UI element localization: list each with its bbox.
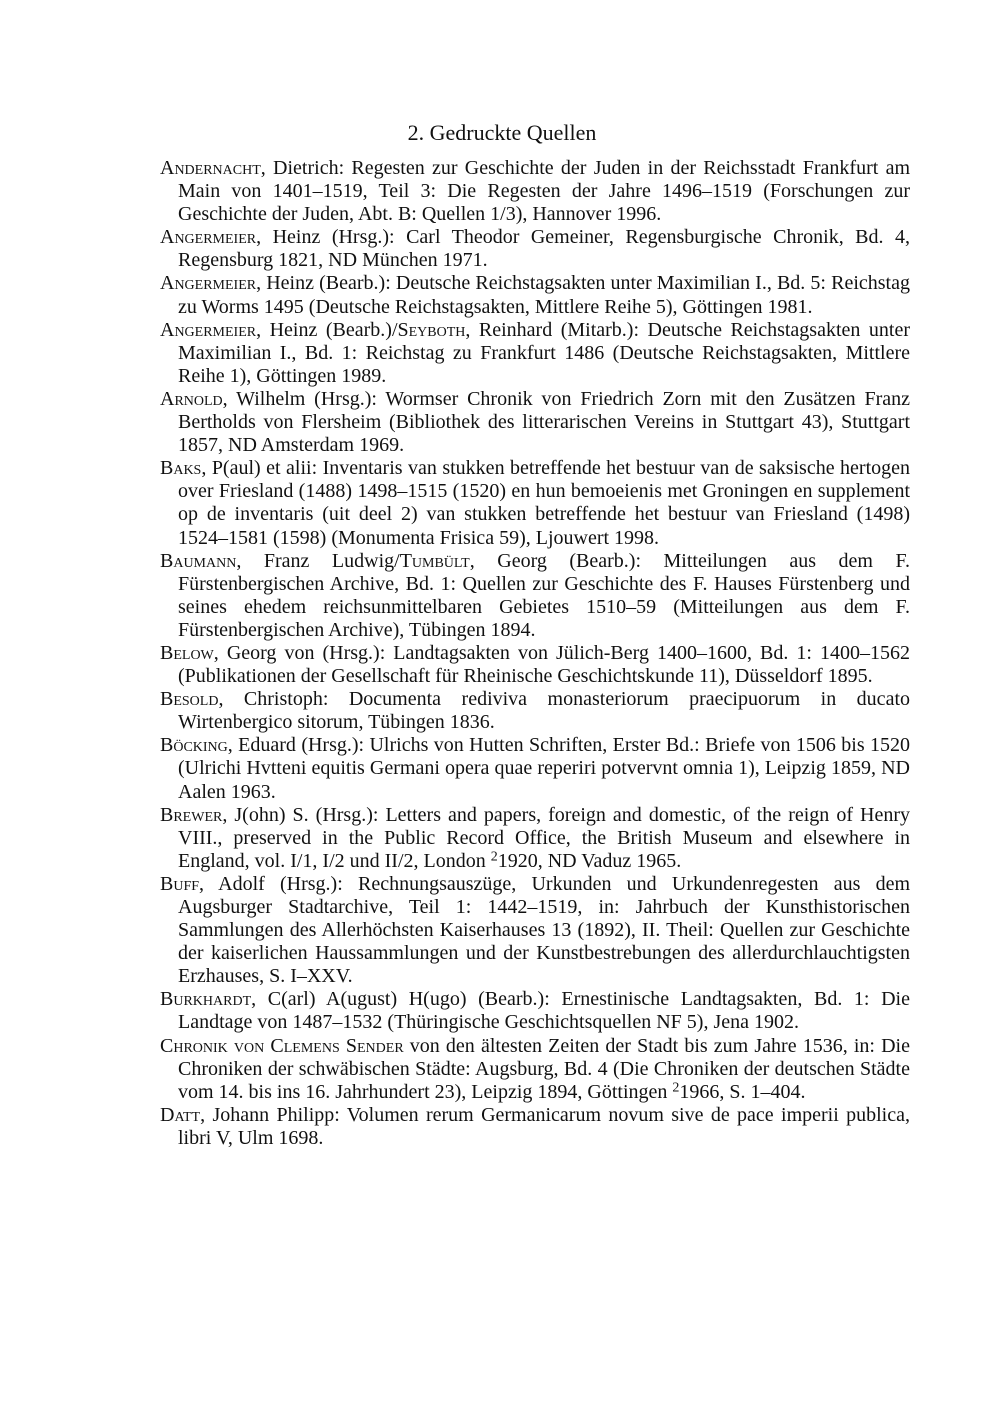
entry-text: 1966, S. 1–404. (679, 1080, 806, 1103)
entry-author: Brewer (160, 803, 223, 826)
entry-author: Besold (160, 688, 219, 711)
entry-author: Chronik von Clemens Sender (160, 1034, 404, 1057)
bibliography-entry (160, 988, 910, 1034)
entry-text: , Heinz (Bearb.)/ (256, 318, 398, 341)
edition-superscript: 2 (490, 849, 498, 865)
entry-author: Burkhardt (160, 988, 252, 1011)
entry-author: Andernacht (160, 157, 261, 179)
entry-author: Below (160, 641, 214, 664)
entry-text: , P(aul) et alii: Inventaris van stukken betreffende het bestuur van de saksische hertogen over Friesland (1488) 1498–1515 (1520) en hun bemoeienis met Groningen en supplement op de inventaris (uit deel 2) van stukken betreffende het bestuur van Friesland (1498) 1524–1581 (1598) (Monumenta Frisica 59), Ljouwert 1998. (178, 457, 910, 549)
entry-text: , Georg von (Hrsg.): Landtagsakten von Jülich-Berg 1400–1600, Bd. 1: 1400–1562 (Publikationen der Gesellschaft für Rheinische Geschichtskunde 11), Düsseldorf 1895. (178, 641, 910, 688)
entry-text: von den ältesten Zeiten der Stadt bis zum Jahre 1536, in: Die Chroniken der schwäbischen Städte: Augsburg, Bd. 4 (Die Chroniken der deutschen Städte vom 14. bis ins 16. Jahrhundert 23), Leipzig 1894, Göttingen (178, 1034, 910, 1103)
bibliography-entry (160, 157, 910, 226)
entry-author: Angermeier (160, 226, 257, 249)
entry-text: , Heinz (Hrsg.): Carl Theodor Gemeiner, Regensburgische Chronik, Bd. 4, Regensburg 1821, ND München 1971. (178, 226, 910, 272)
entry-author: Angermeier (160, 272, 257, 295)
entry-author: Datt (160, 1103, 201, 1126)
entry-text: , Georg (Bearb.): Mitteilungen aus dem F. Fürstenbergischen Archive, Bd. 1: Quellen zur Geschichte des F. Hauses Fürstenberg und seines ehedem reichsunmittelbaren Gebietes 1510–59 (Mitteilungen aus dem F. Fürstenbergischen Archive), Tübingen 1894. (178, 549, 911, 641)
entry-text: , Johann Philipp: Volumen rerum Germanicarum novum sive de pace imperii publica, libri V, Ulm 1698. (178, 1103, 910, 1149)
bibliography-list (160, 157, 910, 1150)
bibliography-entry (160, 734, 910, 803)
bibliography-entry (160, 319, 910, 388)
bibliography-entry (160, 688, 910, 734)
bibliography-entry (160, 457, 910, 549)
bibliography-entry (160, 226, 910, 272)
entry-author: Angermeier (160, 318, 257, 341)
bibliography-entry (160, 1035, 910, 1104)
entry-author: Baumann (160, 549, 237, 572)
entry-text: , Heinz (Bearb.): Deutsche Reichstagsakten unter Maximilian I., Bd. 5: Reichstag zu Worms 1495 (Deutsche Reichstagsakten, Mittlere Reihe 5), Göttingen 1981. (178, 272, 910, 318)
entry-text: , Eduard (Hrsg.): Ulrichs von Hutten Schriften, Erster Bd.: Briefe von 1506 bis 1520 (Ulrichi Hvtteni equitis Germani opera quae reperiri potvervnt omnia 1), Leipzig 1859, ND Aalen 1963. (178, 734, 910, 803)
bibliography-entry (160, 1104, 910, 1150)
entry-coauthor: Seyboth (397, 318, 466, 341)
entry-text: , Franz Ludwig/ (236, 549, 400, 572)
entry-author: Arnold (160, 387, 223, 410)
entry-text: , Reinhard (Mitarb.): Deutsche Reichstagsakten unter Maximilian I., Bd. 1: Reichstag zu Frankfurt 1486 (Deutsche Reichstagsakten, Mittlere Reihe 1), Göttingen 1989. (178, 318, 910, 387)
bibliography-entry (160, 642, 910, 688)
entry-text: , J(ohn) S. (Hrsg.): Letters and papers, foreign and domestic, of the reign of Henry VIII., preserved in the Public Record Office, the British Museum and elsewhere in England, vol. I/1, I/2 und II/2, London (178, 803, 910, 872)
edition-superscript: 2 (672, 1080, 680, 1096)
entry-text: , Wilhelm (Hrsg.): Wormser Chronik von Friedrich Zorn mit den Zusätzen Franz Bertholds von Flersheim (Bibliothek des litterarischen Vereins in Stuttgart 43), Stuttgart 1857, ND Amsterdam 1969. (178, 387, 910, 457)
entry-text: , C(arl) A(ugust) H(ugo) (Bearb.): Ernestinische Landtagsakten, Bd. 1: Die Landtage von 1487–1532 (Thüringische Geschichtsquellen NF 5), Jena 1902. (178, 988, 910, 1034)
bibliography-entry (160, 388, 910, 457)
bibliography-entry (160, 272, 910, 318)
bibliography-entry (160, 550, 910, 642)
entry-text: 1920, ND Vaduz 1965. (497, 849, 682, 872)
entry-text: , Christoph: Documenta rediviva monasteriorum praecipuorum in ducato Wirtenbergico sitorum, Tübingen 1836. (178, 688, 910, 734)
entry-text: , Adolf (Hrsg.): Rechnungsauszüge, Urkunden und Urkundenregesten aus dem Augsburger Stadtarchive, Teil 1: 1442–1519, in: Jahrbuch der Kunsthistorischen Sammlungen des Allerhöchsten Kaiserhauses 13 (1892), II. Theil: Quellen zur Geschichte der kaiserlichen Haussammlungen und der Kunstbestrebungen des allerdurchlauchtigsten Erzhauses, S. I–XXV. (178, 872, 910, 988)
entry-text: , Dietrich: Regesten zur Geschichte der Juden in der Reichsstadt Frankfurt am Main von 1401–1519, Teil 3: Die Regesten der Jahre 1496–1519 (Forschungen zur Geschichte der Juden, Abt. B: Quellen 1/3), Hannover 1996. (178, 157, 910, 226)
entry-coauthor: Tumbült (399, 549, 470, 572)
entry-author: Böcking (160, 734, 228, 757)
entry-author: Baks (160, 457, 202, 480)
entry-author: Buff (160, 872, 200, 895)
bibliography-entry (160, 873, 910, 988)
bibliography-entry (160, 804, 910, 873)
section-heading: 2. Gedruckte Quellen (407, 120, 597, 145)
